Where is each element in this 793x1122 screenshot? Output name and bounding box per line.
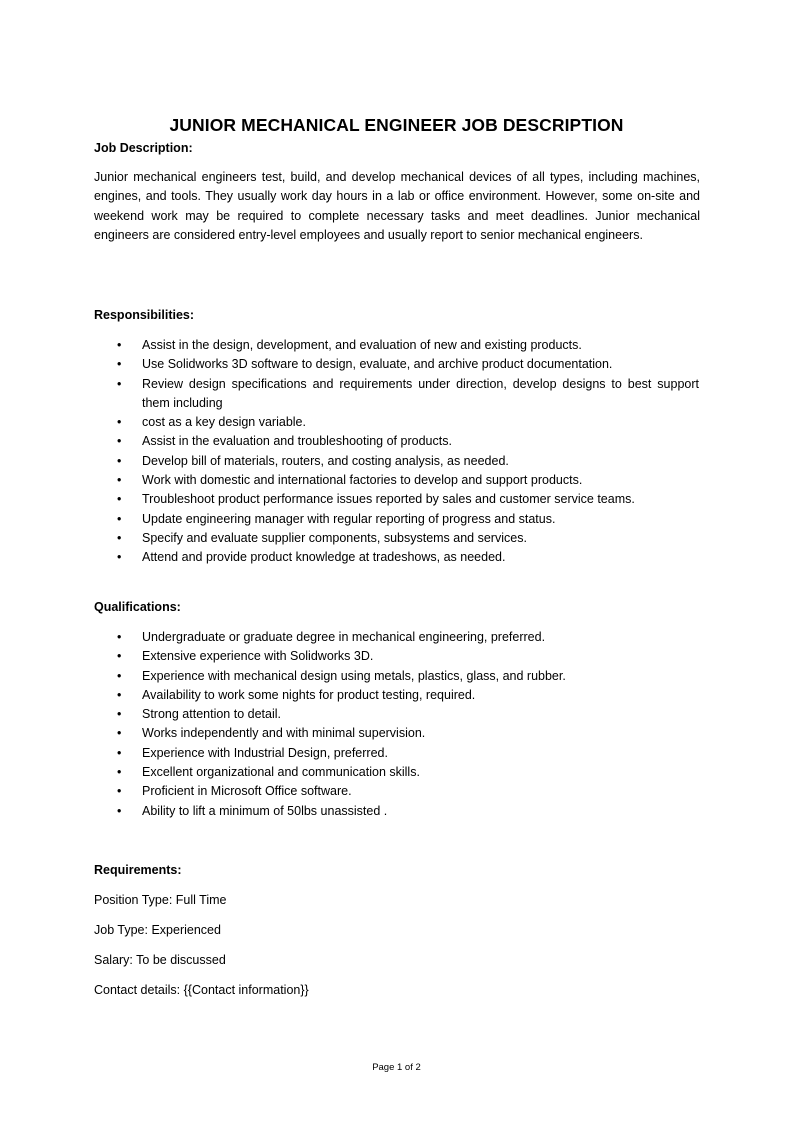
bullet-icon: •: [117, 784, 122, 799]
bullet-icon: •: [117, 649, 122, 664]
responsibilities-heading: Responsibilities:: [94, 308, 195, 322]
bullet-icon: •: [117, 530, 122, 545]
salary-line: Salary: To be discussed: [94, 953, 226, 967]
bullet-icon: •: [117, 668, 122, 683]
bullet-icon: •: [117, 511, 122, 526]
list-item: • cost as a key design variable.: [0, 413, 699, 432]
list-item: • Use Solidworks 3D software to design, evaluate, and archive product documentation.: [0, 355, 699, 374]
page-number-footer: Page 1 of 2: [372, 1062, 421, 1073]
responsibilities-list: [0, 336, 699, 568]
list-item: • Excellent organizational and communication skills.: [0, 763, 699, 782]
bullet-icon: •: [117, 550, 122, 565]
list-item: • Experience with mechanical design using metals, plastics, glass, and rubber.: [0, 667, 699, 686]
position-type-line: Position Type: Full Time: [94, 893, 227, 907]
bullet-icon: •: [117, 473, 122, 488]
list-item: • Extensive experience with Solidworks 3D.: [0, 647, 699, 666]
bullet-icon: •: [117, 415, 122, 430]
list-item: • Experience with Industrial Design, preferred.: [0, 744, 699, 763]
list-item: • Works independently and with minimal supervision.: [0, 724, 699, 743]
bullet-icon: •: [117, 726, 122, 741]
list-item: • Ability to lift a minimum of 50lbs unassisted .: [0, 802, 699, 821]
list-item: • Attend and provide product knowledge at tradeshows, as needed.: [0, 548, 699, 567]
page-title: JUNIOR MECHANICAL ENGINEER JOB DESCRIPTION: [169, 115, 624, 135]
bullet-icon: •: [117, 803, 122, 818]
bullet-icon: •: [117, 376, 122, 391]
list-item: • Work with domestic and international factories to develop and support products.: [0, 471, 699, 490]
job-type-line: Job Type: Experienced: [94, 923, 221, 937]
list-item: • Develop bill of materials, routers, and costing analysis, as needed.: [0, 452, 699, 471]
list-item: • Strong attention to detail.: [0, 705, 699, 724]
list-item: • Specify and evaluate supplier components, subsystems and services.: [0, 529, 699, 548]
list-item: • Troubleshoot product performance issues reported by sales and customer service teams.: [0, 490, 699, 509]
bullet-icon: •: [117, 707, 122, 722]
bullet-icon: •: [117, 453, 122, 468]
bullet-icon: •: [117, 745, 122, 760]
list-item: • Assist in the evaluation and troubleshooting of products.: [0, 432, 699, 451]
list-item: • Availability to work some nights for product testing, required.: [0, 686, 699, 705]
qualifications-heading: Qualifications:: [94, 600, 181, 614]
list-item: • Proficient in Microsoft Office software.: [0, 782, 699, 801]
requirements-heading: Requirements:: [94, 863, 182, 877]
bullet-icon: •: [117, 687, 122, 702]
list-item: • Assist in the design, development, and evaluation of new and existing products.: [0, 336, 699, 355]
qualifications-list: [0, 628, 699, 821]
bullet-icon: •: [117, 765, 122, 780]
list-item: • Undergraduate or graduate degree in mechanical engineering, preferred.: [0, 628, 699, 647]
bullet-icon: •: [117, 492, 122, 507]
list-item: • Review design specifications and requirements under direction, develop designs to best support them including: [117, 376, 699, 410]
job-description-heading: Job Description:: [94, 141, 193, 155]
list-item: • Update engineering manager with regular reporting of progress and status.: [0, 510, 699, 529]
job-description-paragraph: Junior mechanical engineers test, build, and develop mechanical devices of all types, including machines, engines, and tools. They usually work day hours in a lab or office environment. However, some on-site and weekend work may be required to complete necessary tasks and meet deadlines. Junior mechanical engineers are considered entry-level employees and usually report to senior mechanical engineers.: [94, 170, 700, 243]
bullet-icon: •: [117, 630, 122, 644]
bullet-icon: •: [117, 434, 122, 449]
contact-details-line: Contact details: {{Contact information}}: [94, 983, 309, 997]
bullet-icon: •: [117, 338, 122, 352]
bullet-icon: •: [117, 357, 122, 372]
